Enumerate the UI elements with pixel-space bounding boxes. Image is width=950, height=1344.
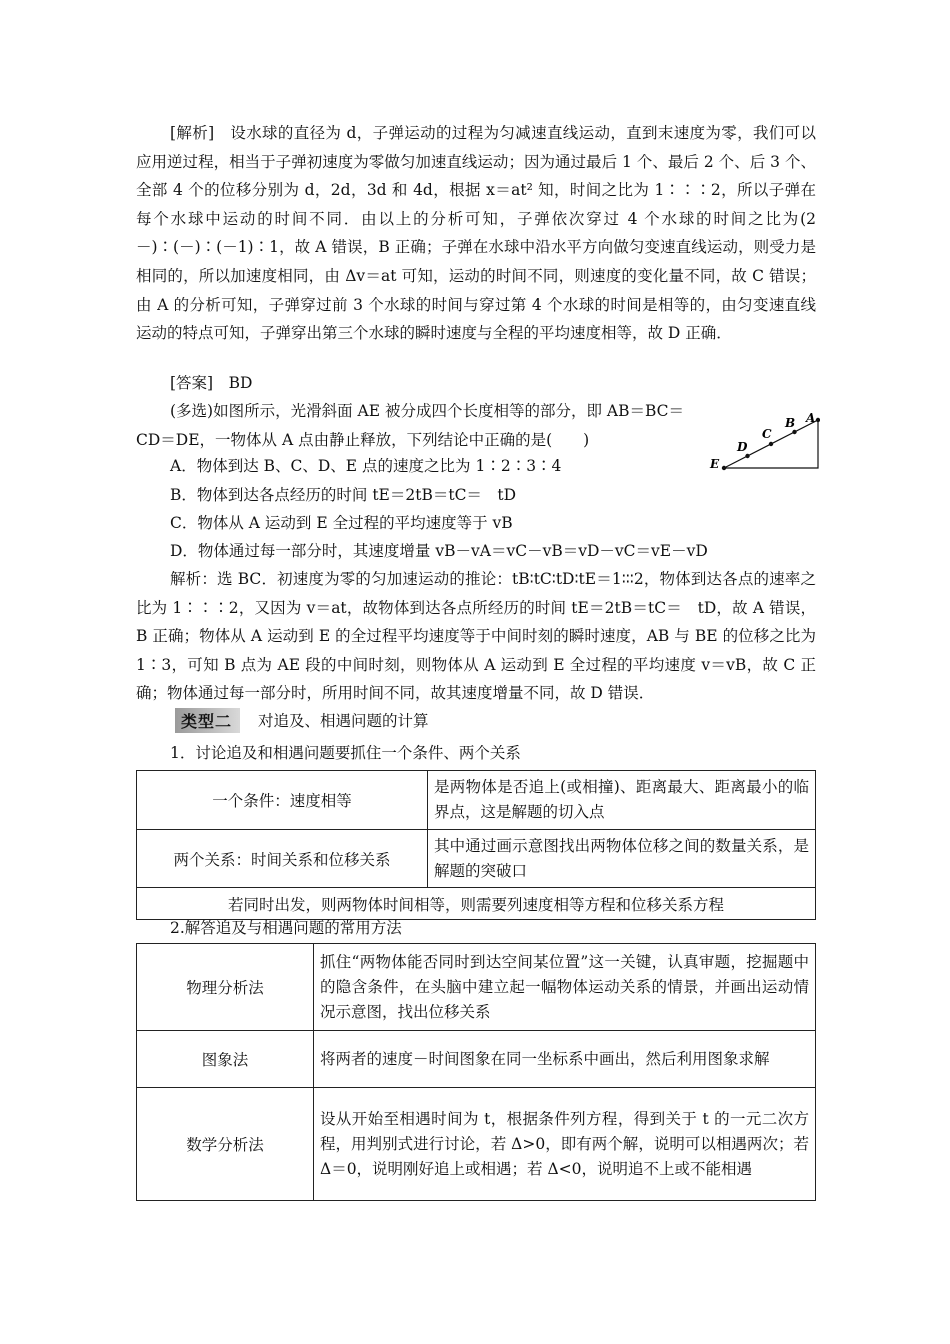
table-cell-content: 是两物体是否追上(或相撞)、距离最大、距离最小的临界点，这是解题的切入点 (428, 771, 816, 830)
analysis-label: [解析] (170, 124, 215, 142)
analysis-text: 设水球的直径为 d，子弹运动的过程为匀减速直线运动，直到末速度为零，我们可以应用逆过程，相当于子弹初速度为零做匀加速直线运动；因为通过最后 1 个、最后 2 个、后 3 个、全部 4 个的位移分别为 d，2d，3d 和 4d，根据 x＝at² 知，时间之比为 1∶∶∶2，所以子弹在每个水球中运动的时间不同．由以上的分析可知，子弹依次穿过 4 个水球的时间之比为(2－)∶(－)∶(－1)∶1，故 A 错误，B 正确；子弹在水球中沿水平方向做匀变速直线运动，则受力是相同的，所以加速度相同，由 Δv＝at 可知，运动的时间不同，则速度的变化量不同，故 C 错误；由 A 的分析可知，子弹穿过前 3 个水球的时间与穿过第 4 个水球的时间是相等的，由匀变速直线运动的特点可知，子弹穿出第三个水球的瞬时速度与全程的平均速度相等，故 D 正确． (136, 124, 816, 343)
point-c (769, 442, 773, 446)
conditions-table (136, 770, 816, 920)
option-d: D．物体通过每一部分时，其速度增量 vB－vA＝vC－vB＝vD－vC＝vE－vD (170, 542, 708, 560)
label-b: B (785, 416, 796, 430)
table-row (137, 1088, 816, 1201)
table-cell-content: 其中通过画示意图找出两物体位移之间的数量关系，是解题的突破口 (428, 830, 816, 888)
table-cell-label: 图象法 (137, 1031, 314, 1088)
label-d: D (737, 440, 748, 454)
section-tag: 类型二 (175, 708, 240, 733)
point-a (816, 418, 820, 422)
answer-line (170, 371, 252, 395)
section-header (175, 708, 429, 732)
table-row (137, 888, 816, 920)
label-e: E (710, 457, 720, 471)
point-e (722, 466, 726, 470)
table-row (137, 1031, 816, 1088)
analysis-paragraph (136, 119, 816, 348)
subheading-2: 2.解答追及与相遇问题的常用方法 (170, 919, 402, 937)
table-footer-cell: 若同时出发，则两物体时间相等，则需要列速度相等方程和位移关系方程 (137, 888, 816, 920)
table-cell-label: 一个条件：速度相等 (137, 771, 428, 830)
table-row (137, 944, 816, 1031)
option-a: A．物体到达 B、C、D、E 点的速度之比为 1∶2∶3∶4 (170, 457, 562, 475)
incline-diagram (706, 412, 820, 472)
label-a: A (806, 412, 816, 425)
table-cell-label: 两个关系：时间关系和位移关系 (137, 830, 428, 888)
table-row (137, 830, 816, 888)
answer-label: [答案] (170, 374, 214, 392)
table-row (137, 771, 816, 830)
section-title: 对追及、相遇问题的计算 (258, 712, 429, 730)
subheading-1: 1．讨论追及和相遇问题要抓住一个条件、两个关系 (170, 744, 521, 762)
option-b: B．物体到达各点经历的时间 tE＝2tB＝tC＝ tD (170, 486, 517, 504)
point-d (745, 454, 749, 458)
table-cell-content: 将两者的速度－时间图象在同一坐标系中画出，然后利用图象求解 (314, 1031, 816, 1088)
option-c: C．物体从 A 运动到 E 全过程的平均速度等于 vB (170, 514, 513, 532)
table-cell-label: 数学分析法 (137, 1088, 314, 1201)
methods-table (136, 943, 816, 1201)
label-c: C (762, 427, 772, 441)
table-cell-content: 抓住“两物体能否同时到达空间某位置”这一关键，认真审题，挖掘题中的隐含条件，在头脑中建立起一幅物体运动关系的情景，并画出运动情况示意图，找出位移关系 (314, 944, 816, 1031)
solution-paragraph: 解析：选 BC．初速度为零的匀加速运动的推论：tB∶tC∶tD∶tE＝1∶∶∶2，物体到达各点的速率之比为 1∶∶∶2，又因为 v＝at，故物体到达各点所经历的时间 tE＝2tB＝tC＝ tD，故 A 错误，B 正确；物体从 A 运动到 E 的全过程平均速度等于中间时刻的瞬时速度，AB 与 BE 的位移之比为 1∶3，可知 B 点为 AE 段的中间时刻，则物体从 A 运动到 E 全过程的平均速度 v＝vB，故 C 正确；物体通过每一部分时，所用时间不同，故其速度增量不同，故 D 错误． (136, 570, 816, 703)
table-cell-label: 物理分析法 (137, 944, 314, 1031)
question-stem: (多选)如图所示，光滑斜面 AE 被分成四个长度相等的部分，即 AB＝BC＝CD＝DE，一物体从 A 点由静止释放，下列结论中正确的是( ) (136, 402, 685, 449)
table-cell-content: 设从开始至相遇时间为 t，根据条件列方程，得到关于 t 的一元二次方程，用判别式进行讨论，若 Δ>0，即有两个解，说明可以相遇两次；若 Δ＝0，说明刚好追上或相遇；若 Δ<0，说明追不上或不能相遇 (314, 1088, 816, 1201)
answer-value: BD (228, 374, 253, 392)
point-b (792, 430, 796, 434)
